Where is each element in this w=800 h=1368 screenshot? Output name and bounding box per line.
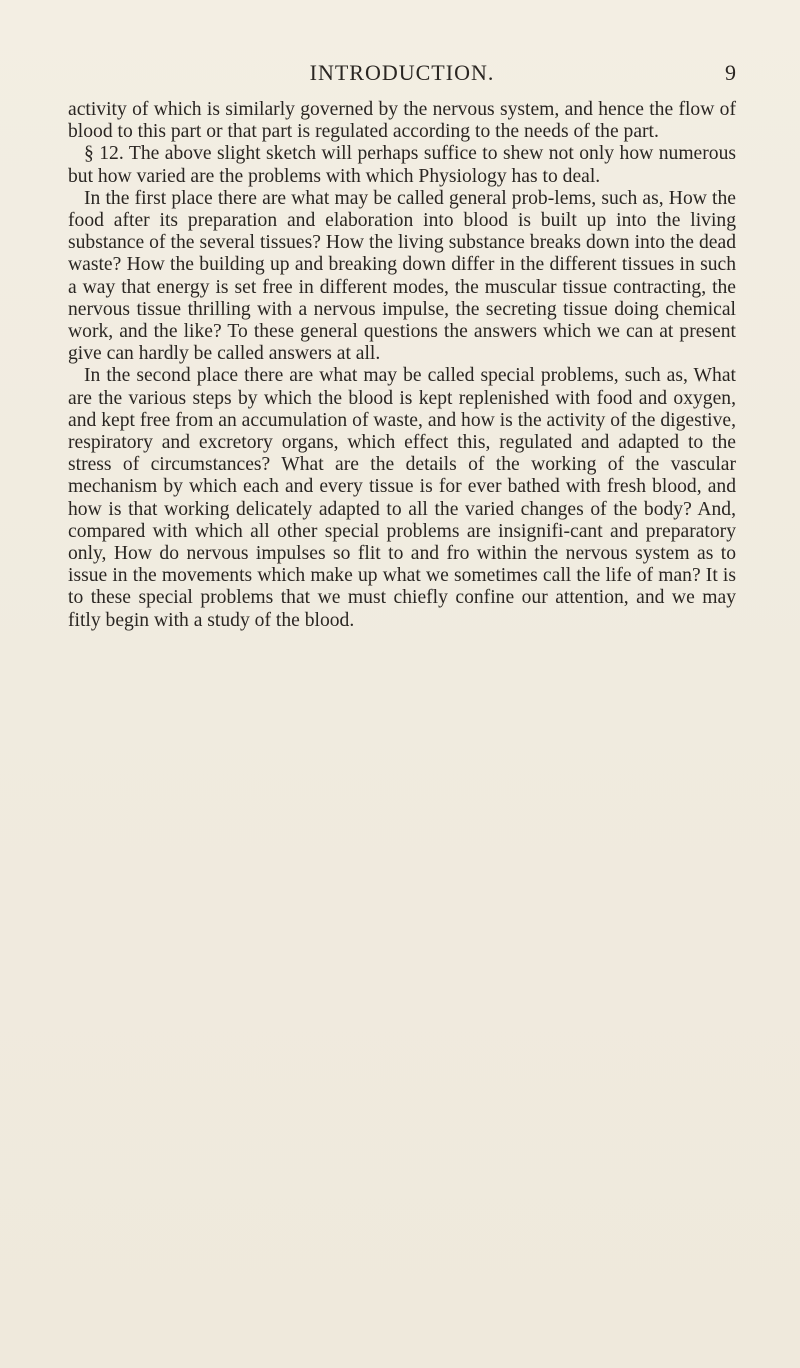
page-header (68, 60, 736, 90)
page-number: 9 (725, 60, 736, 85)
paragraph-special-problems: In the second place there are what may be called special problems, such as, What are the various steps by which the blood is kept replenished with food and oxygen, and kept free from an accumulation of waste, and how is the activity of the digestive, respiratory and excretory organs, which effect this, regulated and adapted to the stress of circumstances? What are the details of the working of the vascular mechanism by which each and every tissue is for ever bathed with fresh blood, and how is that working delicately adapted to all the varied changes of the body? And, compared with which all other special problems are insignifi-cant and preparatory only, How do nervous impulses so flit to and fro within the nervous system as to issue in the movements which make up what we sometimes call the life of man? It is to these special problems that we must chiefly confine our attention, and we may fitly begin with a study of the blood. (68, 365, 736, 631)
paragraph-continuation: activity of which is similarly governed by the nervous system, and hence the flow of blood to this part or that part is regulated according to the needs of the part. (68, 99, 736, 143)
paragraph-general-problems: In the first place there are what may be called general prob-lems, such as, How the food after its preparation and elaboration into blood is built up into the living substance of the several tissues? How the living substance breaks down into the dead waste? How the building up and breaking down differ in the different tissues in such a way that energy is set free in different modes, the muscular tissue contracting, the nervous tissue thrilling with a nervous impulse, the secreting tissue doing chemical work, and the like? To these general questions the answers which we can at present give can hardly be called answers at all. (68, 187, 736, 365)
body-text (68, 99, 736, 632)
paragraph-section-12: § 12. The above slight sketch will perhaps suffice to shew not only how numerous but how varied are the problems with which Physiology has to deal. (68, 143, 736, 187)
running-title: INTRODUCTION. (309, 60, 495, 85)
